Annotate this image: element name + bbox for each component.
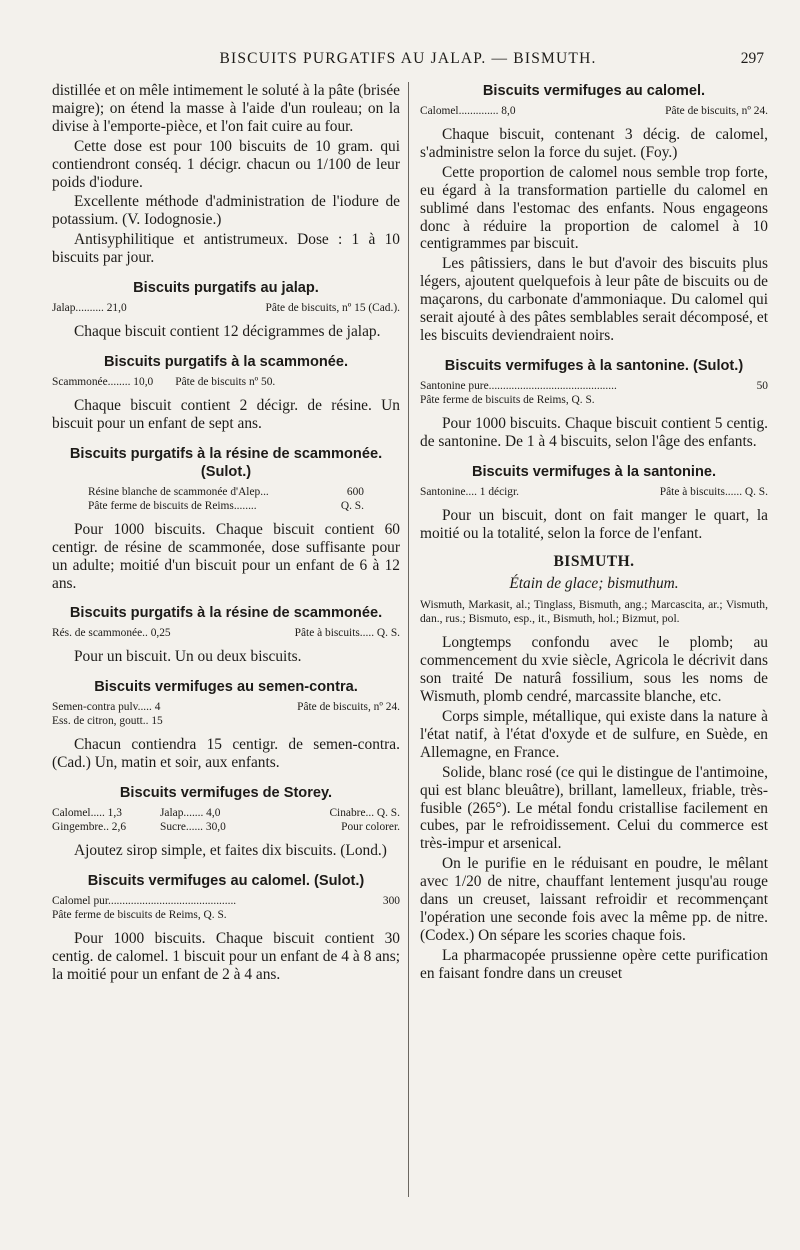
section-heading: Biscuits purgatifs à la résine de scammonée. (Sulot.) [69, 445, 383, 480]
formula-ingredient: Santonine pure............................................. [420, 379, 617, 392]
formula-ingredient: Sucre...... 30,0 [160, 821, 226, 834]
formula [52, 626, 400, 640]
formula [420, 379, 768, 407]
paragraph: Pour 1000 biscuits. Chaque biscuit contient 30 centig. de calomel. 1 biscuit pour un enfant de 4 à 8 ans; la moitié pour un enfant de 2 à 4 ans. [52, 930, 400, 983]
formula-ingredient: Scammonée........ 10,0 [52, 375, 154, 388]
paragraph: Pour 1000 biscuits. Chaque biscuit contient 5 centig. de santonine. De 1 à 4 biscuits, selon l'âge des enfants. [420, 414, 768, 450]
paragraph: distillée et on mêle intimement le soluté à la pâte (brisée maigre); on étend la masse à l'aide d'un rouleau; on la divise à l'emporte-pièce, et l'on fait cuire au four. [52, 82, 400, 135]
formula [52, 301, 400, 315]
paragraph: Chaque biscuit contient 12 décigrammes de jalap. [74, 323, 381, 341]
running-title: BISCUITS PURGATIFS AU JALAP. — BISMUTH. [219, 50, 597, 67]
formula-quantity: 300 [382, 895, 400, 908]
section-heading: Biscuits vermifuges de Storey. [119, 785, 333, 802]
section-heading: Biscuits vermifuges à la santonine. [471, 463, 717, 480]
paragraph: Antisyphilitique et antistrumeux. Dose : 1 à 10 biscuits par jour. [52, 231, 400, 267]
formula-ingredient: Ess. de citron, goutt.. 15 [52, 715, 163, 728]
paragraph: Cette proportion de calomel nous semble trop forte, eu égard à la transformation partielle du calomel en sublimé dans l'estomac des enfants. Nous engageons donc à réduire la proportion de calomel à 10 centigrammes par biscuit. [420, 163, 768, 253]
paragraph: Pour un biscuit. Un ou deux biscuits. [74, 648, 302, 666]
formula-ingredient: Jalap.......... 21,0 [52, 302, 127, 315]
chapter-heading: BISMUTH. [553, 552, 635, 570]
paragraph: Chacun contiendra 15 centigr. de semen-contra. (Cad.) Un, matin et soir, aux enfants. [52, 736, 400, 772]
formula-quantity: 50 [756, 379, 768, 392]
paragraph: Chaque biscuit contient 2 décigr. de résine. Un biscuit pour un enfant de sept ans. [52, 396, 400, 432]
formula-ingredient: Rés. de scammonée.. 0,25 [52, 627, 171, 640]
formula-excipient: Pâte à biscuits..... Q. S. [294, 627, 400, 640]
section-heading: Biscuits vermifuges à la santonine. (Sulot.) [444, 357, 744, 374]
formula-ingredient: Cinabre... Q. S. [329, 807, 400, 820]
section-heading: Biscuits vermifuges au calomel. [482, 83, 706, 99]
formula-ingredient: Santonine.... 1 décigr. [420, 485, 520, 498]
paragraph: Excellente méthode d'administration de l'iodure de potassium. (V. Iodognosie.) [52, 193, 400, 229]
section-heading: Biscuits purgatifs au jalap. [133, 280, 319, 297]
synonym-subtitle: Étain de glace; bismuthum. [509, 574, 679, 592]
paragraph: La pharmacopée prussienne opère cette purification en faisant fondre dans un creuset [420, 946, 768, 982]
formula [420, 104, 768, 118]
page-number: 297 [740, 50, 764, 67]
paragraph: Les pâtissiers, dans le but d'avoir des biscuits plus légers, ajoutent quelquefois à leur pâte de biscuits ou de maçarons, du carbonate d'ammoniaque. Du calomel qui serait ajouté à des pâtes semblables serait décomposé, et les biscuits deviendraient noirs. [420, 255, 768, 344]
paragraph: Chaque biscuit, contenant 3 décig. de calomel, s'administre selon la force du sujet. (Foy.) [420, 126, 768, 161]
formula-ingredient: Pâte ferme de biscuits de Reims........ [88, 499, 257, 512]
formula-ingredient: Semen-contra pulv..... 4 [52, 701, 161, 714]
paragraph: Longtemps confondu avec le plomb; au commencement du xvie siècle, Agricola le décrivit dans son traité De naturâ fossilium, sous les noms de Wismuth, plomb cendré, marcassite blanche, etc. [420, 634, 768, 706]
paragraph: Solide, blanc rosé (ce qui le distingue de l'antimoine, qui est blanc bleuâtre), brillant, lamelleux, friable, très-fusible (265°). Le métal fondu cristallise facilement en cubes, par le refroidissement. Celui du commerce est très-impur et arsenical. [420, 763, 768, 853]
paragraph: Pour 1000 biscuits. Chaque biscuit contient 60 centigr. de résine de scammonée, dose suffisante pour un adulte; moitié d'un biscuit pour un enfant de 6 à 12 ans. [52, 520, 400, 592]
formula-excipient: Pâte de biscuits, nº 24. [297, 701, 400, 714]
formula-excipient: Pâte à biscuits...... Q. S. [659, 485, 768, 498]
paragraph: Pour un biscuit, dont on fait manger le quart, la moitié ou la totalité, selon la force de l'enfant. [420, 506, 768, 542]
paragraph: Cette dose est pour 100 biscuits de 10 gram. qui contiendront conséq. 1 décigr. chacun ou 1/100 de leur poids d'iodure. [52, 137, 400, 191]
paragraph: Ajoutez sirop simple, et faites dix biscuits. (Lond.) [74, 842, 387, 860]
section-heading: Biscuits vermifuges au calomel. (Sulot.) [87, 873, 365, 890]
formula-note: Pour colorer. [341, 821, 400, 834]
formula-ingredient: Calomel..... 1,3 [52, 807, 122, 820]
paragraph: On le purifie en le réduisant en poudre, le mêlant avec 1/20 de nitre, chauffant lentement jusqu'au rouge dans un creuset, laissant refroidir et recommençant l'opération une seconde fois avec la même pp. de nitre. (Codex.) On sépare les scories chaque fois. [420, 855, 768, 944]
running-head [52, 50, 764, 76]
formula-quantity: 600 [346, 485, 364, 498]
left-column [52, 82, 400, 986]
paragraph: Corps simple, métallique, qui existe dans la nature à l'état natif, à l'état d'oxyde et de sulfure, en Suède, en Allemagne, en France. [420, 708, 768, 761]
formula [52, 700, 400, 728]
formula [52, 375, 400, 389]
formula [52, 485, 400, 513]
formula-ingredient: Résine blanche de scammonée d'Alep... [88, 485, 269, 498]
section-heading: Biscuits purgatifs à la scammonée. [103, 353, 349, 370]
column-rule [408, 82, 409, 1197]
formula-ingredient: Calomel.............. 8,0 [420, 105, 516, 117]
formula-ingredient: Gingembre.. 2,6 [52, 821, 127, 834]
formula-excipient: Pâte de biscuits nº 50. [175, 375, 276, 388]
section-heading: Biscuits purgatifs à la résine de scammonée. [69, 605, 383, 622]
right-column [420, 82, 768, 985]
formula-quantity: Q. S. [340, 499, 364, 512]
formula-excipient: Pâte de biscuits, nº 15 (Cad.). [265, 302, 400, 315]
formula-excipient: Pâte ferme de biscuits de Reims, Q. S. [420, 393, 595, 406]
formula-excipient: Pâte ferme de biscuits de Reims, Q. S. [52, 909, 227, 922]
formula-excipient: Pâte de biscuits, nº 24. [665, 105, 768, 117]
formula-ingredient: Jalap....... 4,0 [160, 807, 221, 820]
formula [420, 485, 768, 499]
section-heading: Biscuits vermifuges au semen-contra. [94, 679, 358, 696]
formula-ingredient: Calomel pur............................................. [52, 895, 237, 908]
formula [52, 806, 400, 834]
formula [52, 894, 400, 922]
foreign-synonyms: Wismuth, Markasit, al.; Tinglass, Bismuth, ang.; Marcascita, ar.; Vismuth, dan., rus.; Bismuto, esp., it., Bismuth, hol.; Bizmut, pol. [420, 598, 768, 626]
